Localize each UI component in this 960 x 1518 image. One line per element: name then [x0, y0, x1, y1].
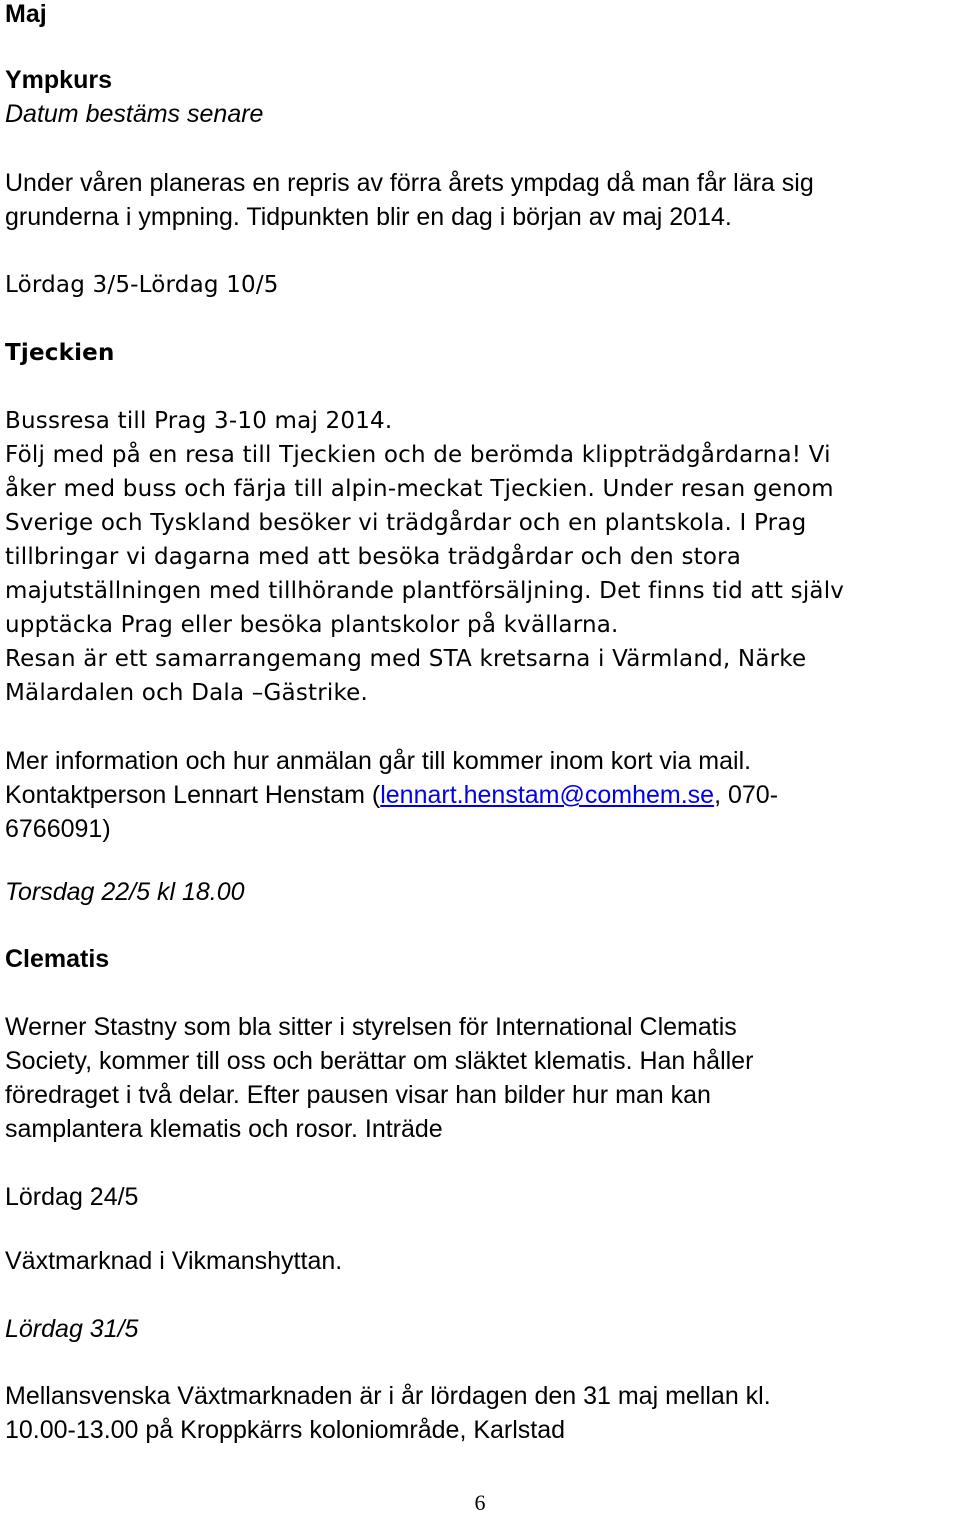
clematis-body-line: samplantera klematis och rosor. Inträde	[5, 1115, 443, 1143]
mellansvenska-body-line: 10.00-13.00 på Kroppkärrs koloniområde, Karlstad	[5, 1416, 566, 1444]
ympkurs-body-line: grunderna i ympning. Tidpunkten blir en dag i början av maj 2014.	[5, 203, 732, 231]
tjeckien-body-line: majutställningen med tillhörande plantförsäljning. Det finns tid att själv	[5, 578, 845, 604]
contact-phone-start: , 070-	[714, 781, 779, 809]
ympkurs-title: Ympkurs	[5, 66, 112, 94]
tjeckien-body-line: Mälardalen och Dala –Gästrike.	[5, 680, 369, 706]
contact-phone-end: 6766091)	[5, 815, 111, 843]
vaxtmarknad-date: Lördag 24/5	[5, 1183, 139, 1211]
vaxtmarknad-text: Växtmarknad i Vikmanshyttan.	[5, 1247, 343, 1275]
ympkurs-date: Datum bestäms senare	[5, 100, 264, 128]
month-heading: Maj	[5, 0, 47, 28]
page-number: 6	[474, 1490, 486, 1515]
tjeckien-info: Mer information och hur anmälan går till kommer inom kort via mail.	[5, 747, 752, 775]
clematis-body-line: föredraget i två delar. Efter pausen visar han bilder hur man kan	[5, 1081, 711, 1109]
tjeckien-contact	[5, 778, 778, 812]
clematis-body-line: Werner Stastny som bla sitter i styrelsen för International Clematis	[5, 1013, 737, 1041]
mellansvenska-date: Lördag 31/5	[5, 1315, 139, 1343]
tjeckien-body-line: Bussresa till Prag 3-10 maj 2014.	[5, 408, 393, 434]
contact-email-link[interactable]: lennart.henstam@comhem.se	[380, 781, 715, 809]
tjeckien-title: Tjeckien	[5, 340, 115, 366]
tjeckien-date: Lördag 3/5-Lördag 10/5	[5, 272, 279, 298]
tjeckien-body-line: upptäcka Prag eller besöka plantskolor på kvällarna.	[5, 612, 619, 638]
clematis-body-line: Society, kommer till oss och berättar om släktet klematis. Han håller	[5, 1047, 754, 1075]
contact-label: Kontaktperson Lennart Henstam (	[5, 781, 381, 809]
tjeckien-body-line: tillbringar vi dagarna med att besöka trädgårdar och den stora	[5, 544, 742, 570]
tjeckien-body-line: Sverige och Tyskland besöker vi trädgårdar och en plantskola. I Prag	[5, 510, 807, 536]
tjeckien-body-line: Resan är ett samarrangemang med STA kretsarna i Värmland, Närke	[5, 646, 807, 672]
clematis-title: Clematis	[5, 945, 110, 973]
tjeckien-body-line: Följ med på en resa till Tjeckien och de berömda klippträdgårdarna! Vi	[5, 442, 831, 468]
tjeckien-body-line: åker med buss och färja till alpin-meckat Tjeckien. Under resan genom	[5, 476, 834, 502]
clematis-date: Torsdag 22/5 kl 18.00	[5, 878, 245, 906]
ympkurs-body-line: Under våren planeras en repris av förra årets ympdag då man får lära sig	[5, 169, 814, 197]
mellansvenska-body-line: Mellansvenska Växtmarknaden är i år lördagen den 31 maj mellan kl.	[5, 1382, 771, 1410]
